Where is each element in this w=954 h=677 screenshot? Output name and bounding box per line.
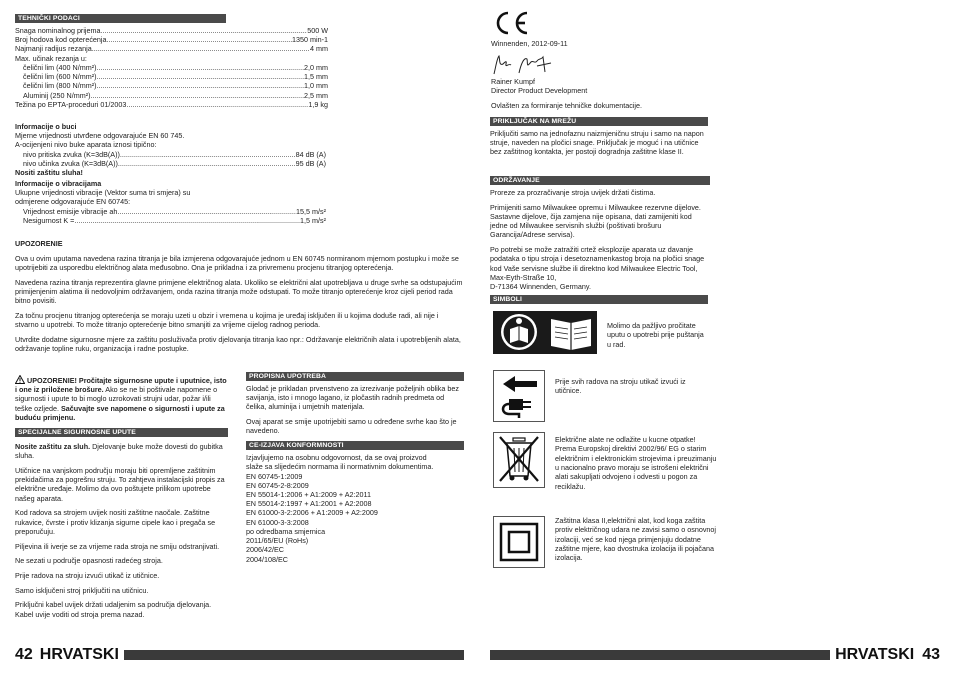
warning-triangle-icon [15, 375, 25, 384]
upozorenie-p1: Ova u ovim uputama navedena razina titranja je bila izmjerena odgovarajuće jednom u EN 60745 normiranom mjernom postupku i može se upotrijebiti za usporedbu električnog alata međusobno. Ona je prikladna i za privremenu procjenu titranjog opterećenja. [15, 253, 459, 272]
noise-warning: Nositi zaštitu sluha! [15, 168, 83, 178]
vibration-line2: odmjerene odgovarajuće EN 60745: [15, 197, 131, 207]
footer-right [490, 646, 940, 664]
noise-row: nivo pritiska zvuka (K=3dB(A)) ..... 84 dB (A) [15, 150, 326, 159]
special-safety-body [15, 442, 228, 619]
upozorenie-section [15, 239, 463, 359]
spec-row: Najmanji radijus rezanja ..... 4 mm [15, 44, 328, 53]
read-manual-icon [493, 311, 597, 354]
ce-mark-icon [491, 10, 705, 38]
noise-line2: A-ocijenjeni nivo buke aparata iznosi tipično: [15, 140, 157, 150]
noise-line1: Mjerne vrijednosti utvrđene odgovarajuće EN 60 745. [15, 131, 185, 141]
vibration-row: Nesigurnost K = ..... 1,5 m/s² [15, 216, 326, 225]
upozorenie-p2: Navedena razina titranja reprezentira glavne primjene električnog alata. Ukoliko se električni alat upotrebljava u druge svrhe sa odstupajućim primijenjenim alatima ili nedovoljnim održavanjem, onda razina titranja može odstupati. To može titranjo opterećenje kroz cijeli period rada bitno povisiti. [15, 277, 463, 306]
special-p1: Nosite zaštitu za sluh. Djelovanje buke može dovesti do gubitka sluha. [15, 442, 223, 461]
footer-bar [124, 650, 464, 660]
page-number: 43 [922, 645, 940, 663]
special-p5: Ne sezati u područje opasnosti radećeg stroja. [15, 556, 163, 566]
mains-section [490, 117, 708, 162]
vibration-section [15, 179, 326, 225]
upozorenie-p3: Za točnu procjenu titranjog opterećenja se moraju uzeti u obzir i vremena u kojima je uređaj isključen ili u kojima doduše radi, ali nije i stvarno u upotrebi. To može titranjo opterećenje bitno smanjiti za vrijeme cijelog radnog perioda. [15, 310, 439, 330]
footer-left [15, 646, 464, 664]
vibration-heading: Informacije o vibracijama [15, 179, 102, 188]
special-p8: Priključni kabel uvijek držati udaljenim sa područja djelovanja. Kabel uvije voditi od stroja prema nazad. [15, 600, 212, 619]
spec-row: Broj hodova kod opterećenja ..... 1350 min-1 [15, 35, 328, 44]
spec-row: Snaga nominalnog prijema ..... 500 W [15, 26, 328, 35]
upozorenie-heading: UPOZORENIE [15, 239, 63, 248]
noise-row: nivo učinka zvuka (K=3dB(A)) ..... 95 dB (A) [15, 159, 326, 168]
technical-data-header: TEHNIČKI PODACI [15, 14, 226, 23]
special-p7: Samo isključeni stroj priključiti na utičnicu. [15, 585, 149, 595]
page-number: 42 [15, 645, 33, 663]
signer-role: Director Product Development [491, 86, 588, 96]
unplug-icon [493, 370, 545, 422]
mains-text: Priključiti samo na jednofaznu naizmjeničnu struju i samo na napon struje, naveden na pločici snage. Priključak je moguć i na utičnice bez zaštitnog kontakta, jer postoji dogradnja zaštitne klase II. [490, 129, 704, 157]
special-p2: Utičnice na vanjskom području moraju biti opremljene zaštitnim prekidačima za pogrešnu struju. To zahtjeva instalacijski propis za električne uređaje. Molimo da ovo poštujete prilikom upotrebe našeg aparata. [15, 466, 225, 503]
technical-data-section [15, 14, 328, 109]
language-label: HRVATSKI [39, 645, 119, 663]
special-safety-header: SPECIJALNE SIGURNOSNE UPUTE [15, 428, 228, 437]
declaration-block [491, 10, 705, 110]
symbol-row [493, 370, 713, 422]
symbol-text: Električne alate ne odlažite u kucne otpatke! Prema Europskoj direktivi 2002/96/ EG o starim električnim i elektronickim strojevima i preuzimanju u nacionalno pravo moraju se istrošeni električni alati sakupljati odvojeno i odvesti u pogon za reciklažu. [555, 435, 717, 491]
usage-column [246, 372, 464, 564]
signature-image [491, 54, 705, 77]
symbol-row [493, 432, 718, 491]
spec-row: čelični lim (600 N/mm²) ..... 1,5 mm [15, 72, 328, 81]
spec-row: čelični lim (800 N/mm²) ..... 1,0 mm [15, 81, 328, 90]
ce-header: CE-IZJAVA KONFORMNOSTI [246, 441, 464, 450]
general-warning: UPOZORENIE! Pročitajte sigurnosne upute i uputnice, isto i one iz priložene brošure. Ako se ne bi poštivale napomene o sigurnosti i upute to bi moglo uzrokovati strujni udar, požar i/ili teške ozljede. Sačuvajte sve napomene o sigurnosti i upute za buduću primjenu. [15, 376, 227, 422]
authorized-text: Ovlašten za formiranje tehničke dokumentacije. [491, 100, 643, 110]
maintenance-p3: Po potrebi se može zatražiti crtež eksplozije aparata uz davanje podataka o tipu stroja i desetoznamenkastog broja na pločici snage kod Vaše servisne službe ili direktno kod Milwaukee Electric Tool, Max-Eyth-Straße 10, [490, 245, 705, 282]
language-label: HRVATSKI [835, 645, 915, 663]
mains-header: PRIKLJUČAK NA MREŽU [490, 117, 708, 126]
symbol-text: Molimo da pažljivo pročitate uputu o upotrebi prije puštanja u rad. [607, 321, 704, 349]
symbols-section [490, 295, 708, 304]
propisna-p2: Ovaj aparat se smije upotrijebiti samo u određene svrhe kao što je navedeno. [246, 417, 457, 436]
spec-row: Aluminij (250 N/mm²) ..... 2,5 mm [15, 91, 328, 100]
noise-section [15, 122, 326, 177]
maintenance-p4: D-71364 Winnenden, Germany. [490, 281, 591, 291]
special-p3: Kod radova sa strojem uvijek nositi zaštitne naočale. Zaštitne rukavice, čvrste i protiv klizanja sigurne cipele kao i pregača se preporučuju. [15, 508, 216, 536]
spec-row: Težina po EPTA-proceduri 01/2003 ..... 1,9 kg [15, 100, 328, 109]
propisna-p1: Glodač je prikladan prvenstveno za izrezivanje poželjnih oblika bez savijanja, isto i mnogo lagano, iz pločastih radnih predmeta od čelika, aluminija i umjetnih materijala. [246, 384, 459, 412]
symbol-text: Zaštitna klasa II,električni alat, kod koga zaštita protiv električnog udara ne zavisi samo o osnovnoj izolaciji, već se kod njega primjenjuju dodatne zaštitne mjere, kao dvostruka izolacija ili pojačana izolacija. [555, 516, 717, 563]
symbol-text: Prije svih radova na stroju utikač izvući iz utičnice. [555, 377, 686, 396]
signer-name: Rainer Kumpf [491, 77, 535, 87]
noise-heading: Informacije o buci [15, 122, 77, 131]
propisna-header: PROPISNA UPOTREBA [246, 372, 464, 381]
footer-bar [490, 650, 830, 660]
ce-body: Izjavljujemo na osobnu odgovornost, da se ovaj proizvod slaže sa slijedećim normama ili normativnim dokumentima. EN 60745-1:2009 EN 60745-2-8:2009 EN 55014-1:2006 + A1:2009 + A2:2011 EN 55014-2:1997 + A1:2001 + A2:2008 EN 61000-3-2:2006 + A1:2009 + A2:2009 EN 61000-3-3:2008 po odredbama smjernica 2011/65/EU (RoHs) 2006/42/EC 2004/108/EC [246, 453, 434, 564]
spec-list [15, 26, 328, 109]
maintenance-p1: Proreze za prozračivanje stroja uvijek držati čistima. [490, 188, 656, 197]
safety-column [15, 375, 228, 624]
symbol-row [493, 516, 718, 568]
special-p4: Piljevina ili iverje se za vrijeme rada stroja ne smiju odstranjivati. [15, 541, 220, 551]
symbols-header: SIMBOLI [490, 295, 708, 304]
spec-row: Max. učinak rezanja u: [15, 53, 87, 63]
vibration-row: Vrijednost emisije vibracije ah ..... 15,5 m/s² [15, 207, 326, 216]
weee-bin-icon [493, 432, 545, 488]
maintenance-p2: Primijeniti samo Milwaukee opremu i Milwaukee rezervne dijelove. Sastavne dijelove, čija zamjena nije opisana, dati zamijeniti kod jedne od Milwaukee servisnih službi (poštivati brošuru Garancija/Adrese servisa). [490, 202, 701, 240]
symbol-row [493, 311, 713, 354]
maintenance-header: ODRŽAVANJE [490, 176, 710, 185]
place-date: Winnenden, 2012-09-11 [491, 39, 568, 48]
vibration-line1: Ukupne vrijednosti vibracije (Vektor suma tri smjera) su [15, 188, 191, 198]
class-ii-icon [493, 516, 545, 568]
right-page [477, 0, 954, 677]
maintenance-section [490, 176, 710, 291]
upozorenie-p4: Utvrdite dodatne sigurnosne mjere za zaštitu posluživača protiv djelovanja titranja kao npr.: Održavanje električnih alata i upotrebljenih alata, održavanje topline ruku, organizacija i radne postupke. [15, 334, 461, 353]
spec-row: čelični lim (400 N/mm²) ..... 2,0 mm [15, 63, 328, 72]
special-p6: Prije radova na stroju izvući utikač iz utičnice. [15, 571, 160, 580]
